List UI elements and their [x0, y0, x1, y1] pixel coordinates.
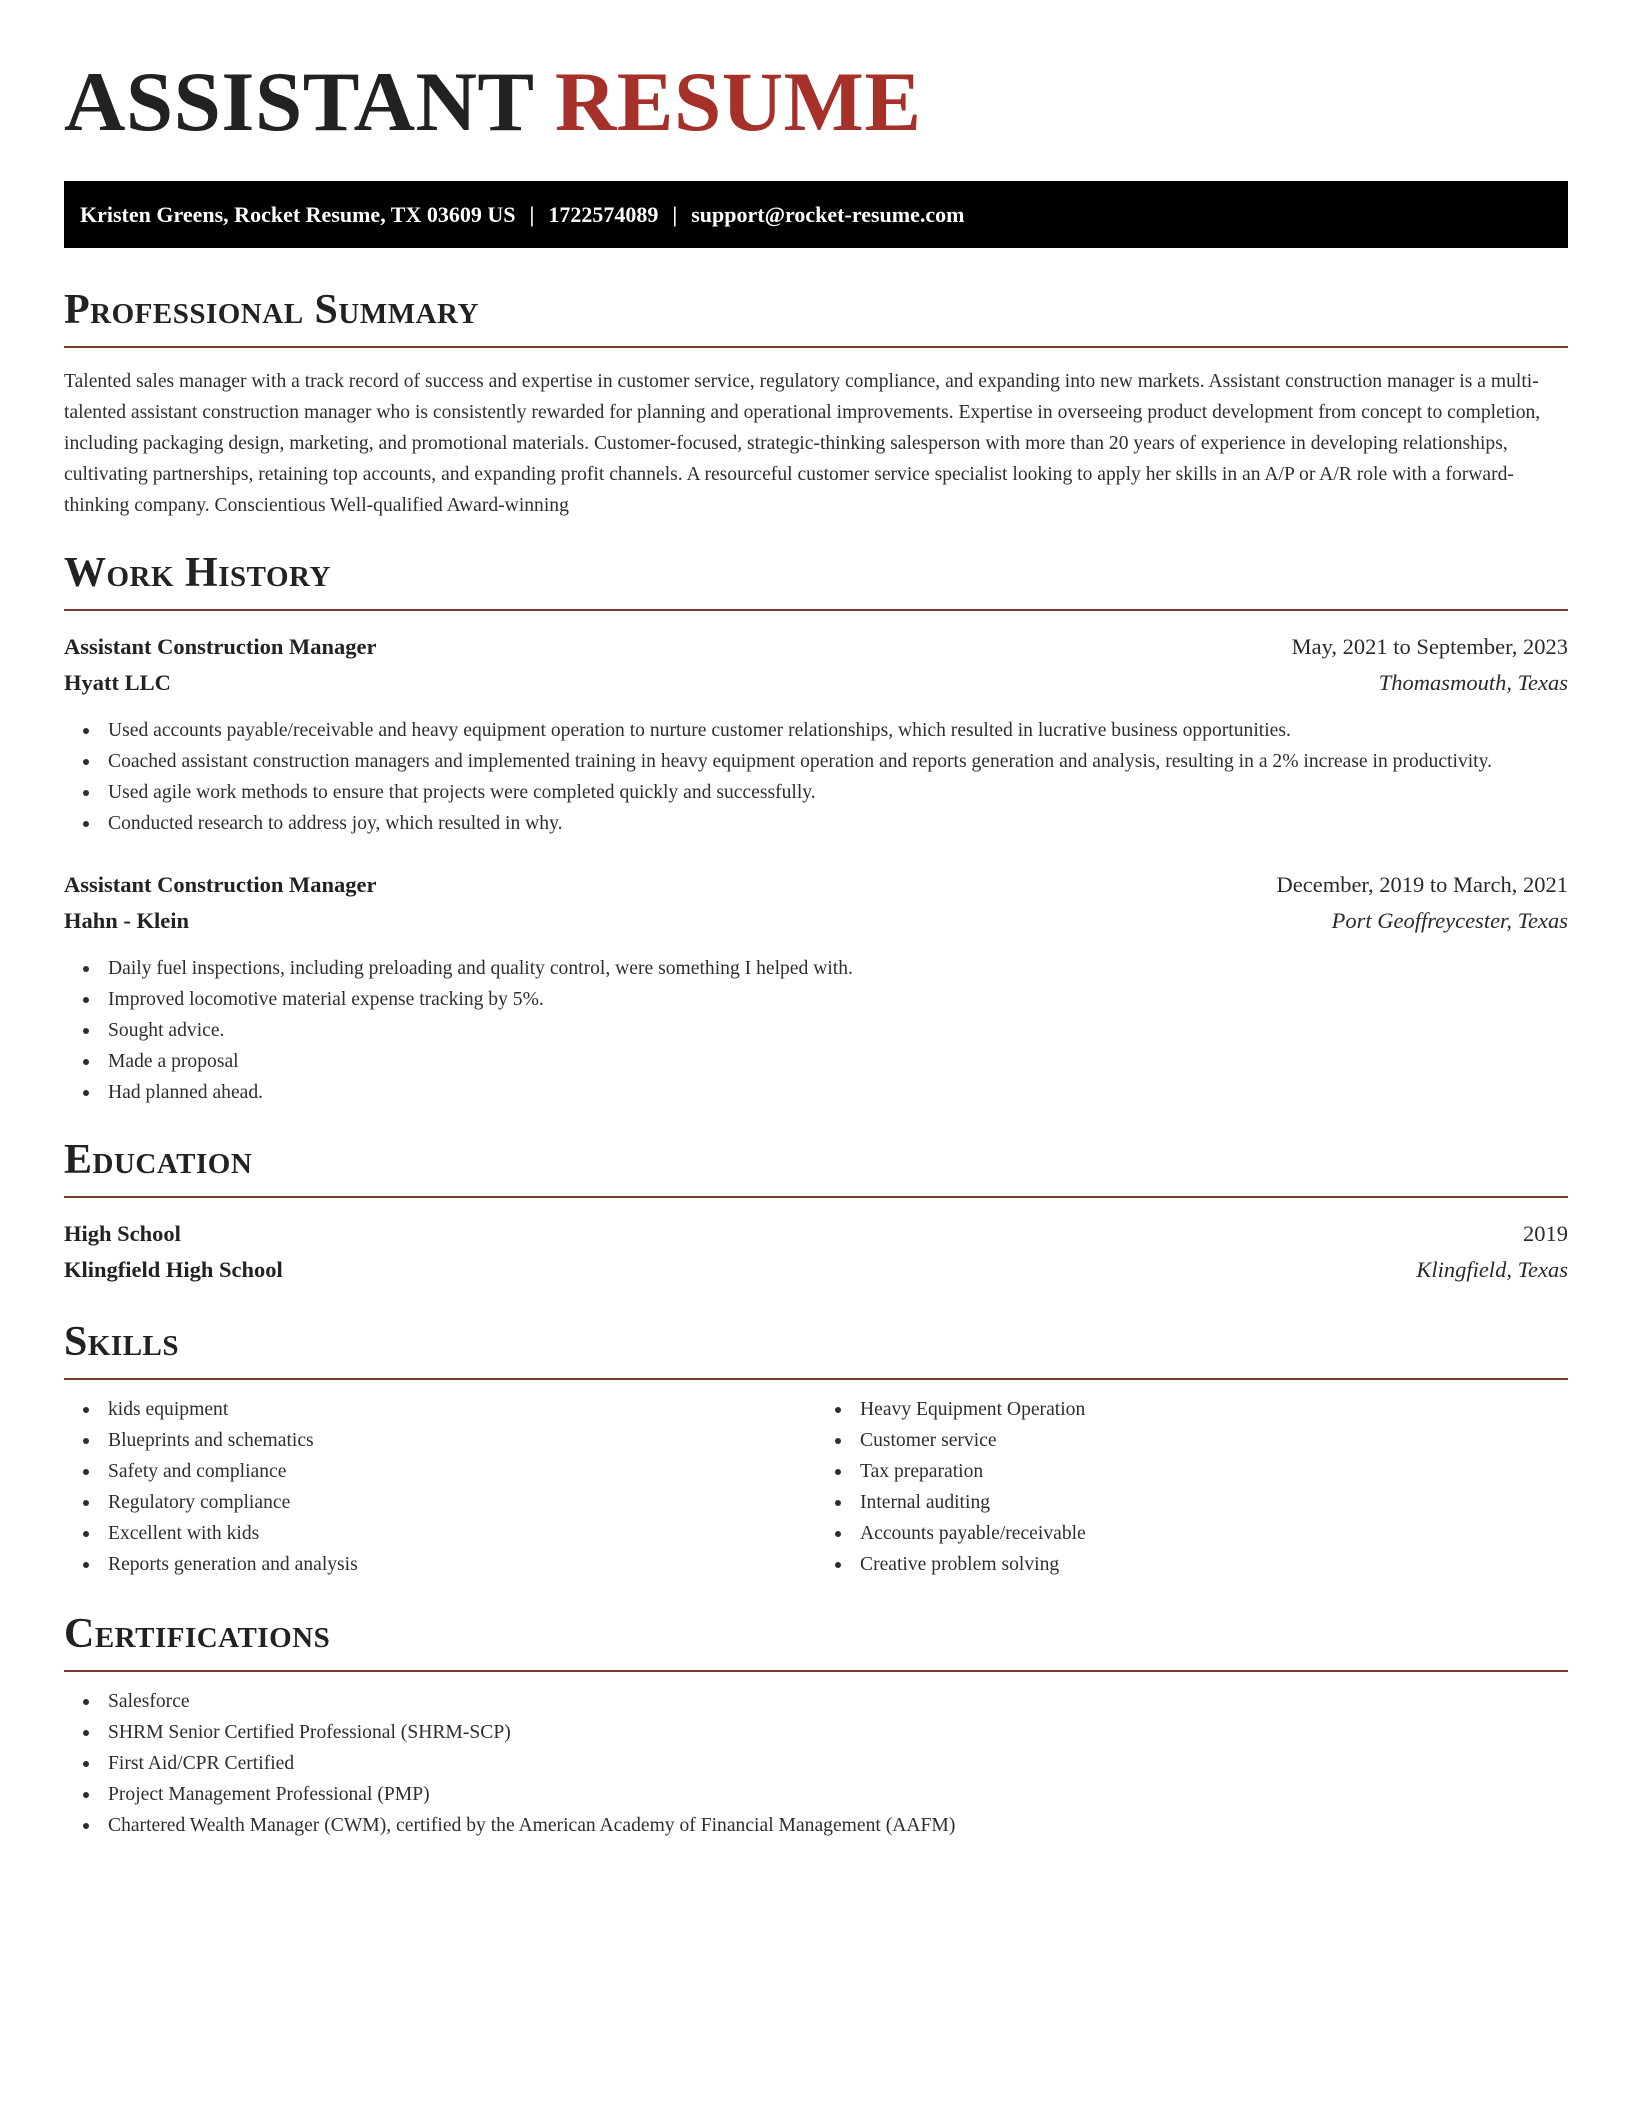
job-location: Port Geoffreycester, Texas	[1331, 908, 1568, 933]
job-title: Assistant Construction Manager	[64, 634, 377, 659]
education-section	[64, 1134, 1568, 1288]
job-bullets	[64, 953, 1568, 1108]
section-divider	[64, 1378, 1568, 1380]
skill-item: Reports generation and analysis	[108, 1549, 816, 1580]
skills-list-left	[64, 1394, 816, 1580]
education-location: Klingfield, Texas	[1416, 1257, 1568, 1282]
contact-phone: 1722574089	[548, 201, 659, 227]
certification-item: Chartered Wealth Manager (CWM), certified by the American Academy of Financial Management (AAFM)	[108, 1810, 1568, 1841]
skill-item: Safety and compliance	[108, 1456, 816, 1487]
education-school-row	[64, 1252, 1568, 1288]
job-bullet: Improved locomotive material expense tracking by 5%.	[108, 984, 1568, 1015]
skill-item: kids equipment	[108, 1394, 816, 1425]
job-dates: December, 2019 to March, 2021	[1276, 872, 1568, 897]
certifications-heading: Certifications	[64, 1611, 331, 1657]
job-company-row	[64, 665, 1568, 701]
job-header-row	[64, 629, 1568, 665]
job-bullet: Had planned ahead.	[108, 1077, 1568, 1108]
contact-address: Kristen Greens, Rocket Resume, TX 03609 US	[80, 201, 516, 227]
job-bullet: Daily fuel inspections, including preloading and quality control, were something I helped with.	[108, 953, 1568, 984]
skill-item: Tax preparation	[860, 1456, 1568, 1487]
skills-grid	[64, 1394, 1568, 1580]
summary-text: Talented sales manager with a track record of success and expertise in customer service, regulatory compliance, and expanding into new markets. Assistant construction manager is a multi-talented assistant construction manager who is consistently rewarded for planning and operational improvements. Expertise in overseeing product development from concept to completion, including packaging design, marketing, and promotional materials. Customer-focused, strategic-thinking salesperson with more than 20 years of experience in developing relationships, cultivating partnerships, retaining top accounts, and expanding profit channels. A resourceful customer service specialist looking to apply her skills in an A/P or A/R role with a forward-thinking company. Conscientious Well-qualified Award-winning	[64, 371, 1541, 516]
skills-list-right	[816, 1394, 1568, 1580]
education-heading: Education	[64, 1137, 253, 1183]
job-bullet: Coached assistant construction managers and implemented training in heavy equipment operation and reports generation and analysis, resulting in a 2% increase in productivity.	[108, 746, 1568, 777]
certifications-list	[64, 1686, 1568, 1841]
job-bullet: Conducted research to address joy, which resulted in why.	[108, 808, 1568, 839]
work-history-section	[64, 547, 1568, 1108]
job-header-row	[64, 867, 1568, 903]
job-entry	[64, 867, 1568, 1108]
skill-item: Blueprints and schematics	[108, 1425, 816, 1456]
work-history-heading: Work History	[64, 550, 331, 596]
job-location: Thomasmouth, Texas	[1378, 670, 1568, 695]
skill-item: Regulatory compliance	[108, 1487, 816, 1518]
job-company: Hahn - Klein	[64, 908, 190, 933]
job-company-row	[64, 903, 1568, 939]
certification-item: SHRM Senior Certified Professional (SHRM-SCP)	[108, 1717, 1568, 1748]
section-divider	[64, 609, 1568, 611]
skill-item: Creative problem solving	[860, 1549, 1568, 1580]
job-bullet: Made a proposal	[108, 1046, 1568, 1077]
education-entry	[64, 1216, 1568, 1288]
skill-item: Heavy Equipment Operation	[860, 1394, 1568, 1425]
contact-separator: |	[529, 201, 535, 227]
education-degree-row	[64, 1216, 1568, 1252]
job-bullet: Sought advice.	[108, 1015, 1568, 1046]
contact-bar	[64, 181, 1568, 248]
certification-item: Project Management Professional (PMP)	[108, 1779, 1568, 1810]
section-divider	[64, 1670, 1568, 1672]
skill-item: Excellent with kids	[108, 1518, 816, 1549]
education-degree: High School	[64, 1221, 181, 1246]
certifications-section	[64, 1608, 1568, 1841]
skill-item: Customer service	[860, 1425, 1568, 1456]
section-divider	[64, 346, 1568, 348]
contact-email: support@rocket-resume.com	[691, 201, 965, 227]
job-company: Hyatt LLC	[64, 670, 171, 695]
summary-heading: Professional Summary	[64, 287, 479, 333]
skills-heading: Skills	[64, 1319, 180, 1365]
summary-section	[64, 284, 1568, 521]
skill-item: Internal auditing	[860, 1487, 1568, 1518]
contact-separator: |	[672, 201, 678, 227]
title-main: ASSISTANT	[64, 55, 534, 149]
job-entry	[64, 629, 1568, 839]
section-divider	[64, 1196, 1568, 1198]
certification-item: First Aid/CPR Certified	[108, 1748, 1568, 1779]
skills-column-right	[816, 1394, 1568, 1580]
job-bullet: Used accounts payable/receivable and heavy equipment operation to nurture customer relationships, which resulted in lucrative business opportunities.	[108, 715, 1568, 746]
job-bullets	[64, 715, 1568, 839]
skills-column-left	[64, 1394, 816, 1580]
job-bullet: Used agile work methods to ensure that projects were completed quickly and successfully.	[108, 777, 1568, 808]
skills-section	[64, 1316, 1568, 1580]
job-title: Assistant Construction Manager	[64, 872, 377, 897]
skill-item: Accounts payable/receivable	[860, 1518, 1568, 1549]
education-year: 2019	[1523, 1221, 1568, 1246]
resume-title	[64, 52, 1568, 152]
job-dates: May, 2021 to September, 2023	[1291, 634, 1568, 659]
certification-item: Salesforce	[108, 1686, 1568, 1717]
title-accent: RESUME	[554, 55, 922, 149]
education-school: Klingfield High School	[64, 1257, 283, 1282]
